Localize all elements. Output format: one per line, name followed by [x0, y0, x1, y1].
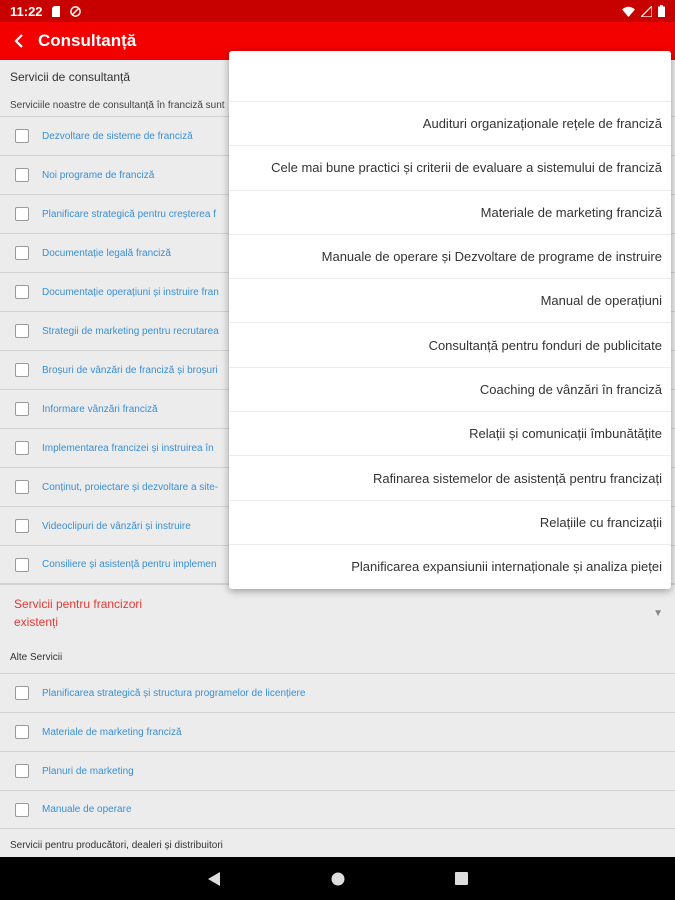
checkbox[interactable]: [15, 324, 29, 338]
checkbox[interactable]: [15, 363, 29, 377]
manufacturers-title: Servicii pentru producători, dealeri și distribuitori: [10, 839, 223, 851]
checkbox[interactable]: [15, 246, 29, 260]
dropdown-label: Servicii pentru francizori existenți: [14, 597, 143, 629]
nav-back-button[interactable]: [202, 867, 226, 891]
other-services-list: [0, 673, 675, 829]
checkbox[interactable]: [15, 441, 29, 455]
list-item-label: Implementarea francizei și instruirea în: [42, 442, 214, 454]
menu-item[interactable]: Cele mai bune practici și criterii de evaluare a sistemului de franciză: [229, 145, 671, 189]
nav-recents-button[interactable]: [450, 867, 474, 891]
list-item-label: Informare vânzări franciză: [42, 403, 158, 415]
checkbox[interactable]: [15, 519, 29, 533]
page-title: Consultanță: [38, 31, 137, 50]
checkbox[interactable]: [15, 168, 29, 182]
back-button[interactable]: [0, 22, 38, 60]
list-item-label: Planificare strategică pentru creșterea f: [42, 208, 216, 220]
back-arrow-icon: [13, 34, 25, 48]
list-item-label: Strategii de marketing pentru recrutarea: [42, 325, 219, 337]
other-services-title: Alte Servicii: [10, 651, 63, 663]
list-item-label: Dezvoltare de sisteme de franciză: [42, 130, 193, 142]
checkbox[interactable]: [15, 285, 29, 299]
circle-home-icon: [331, 872, 345, 886]
menu-item[interactable]: Rafinarea sistemelor de asistență pentru francizați: [229, 455, 671, 499]
nav-home-button[interactable]: [326, 867, 350, 891]
menu-item[interactable]: Coaching de vânzări în franciză: [229, 367, 671, 411]
list-item[interactable]: [0, 751, 675, 790]
blocked-icon: [70, 6, 81, 17]
dropdown-menu: [229, 51, 671, 589]
menu-item[interactable]: Relații și comunicații îmbunătățite: [229, 411, 671, 455]
list-item-label: Manuale de operare: [42, 804, 132, 815]
list-item[interactable]: [0, 712, 675, 751]
triangle-back-icon: [207, 871, 221, 887]
checkbox[interactable]: [15, 764, 29, 778]
checkbox[interactable]: [15, 480, 29, 494]
list-item[interactable]: [0, 790, 675, 829]
list-item[interactable]: [0, 673, 675, 712]
menu-item[interactable]: Materiale de marketing franciză: [229, 190, 671, 234]
list-item-label: Planificarea strategică și structura programelor de licențiere: [42, 687, 306, 699]
list-item-label: Documentație operațiuni și instruire fran: [42, 286, 219, 298]
checkbox[interactable]: [15, 402, 29, 416]
system-nav-bar: [0, 857, 675, 900]
list-item-label: Materiale de marketing franciză: [42, 726, 182, 738]
wifi-icon: [622, 6, 635, 17]
list-item-label: Consiliere și asistență pentru implemen: [42, 559, 217, 570]
checkbox[interactable]: [15, 558, 29, 572]
checkbox[interactable]: [15, 129, 29, 143]
signal-icon: [641, 6, 652, 17]
list-item-label: Videoclipuri de vânzări și instruire: [42, 520, 191, 532]
menu-blank-item[interactable]: [229, 51, 671, 101]
battery-icon: [658, 5, 665, 17]
list-item-label: Documentație legală franciză: [42, 247, 171, 259]
existing-franchisors-dropdown[interactable]: [0, 584, 675, 641]
list-item-label: Noi programe de franciză: [42, 169, 155, 181]
menu-item[interactable]: Audituri organizaționale rețele de franciză: [229, 101, 671, 145]
menu-item[interactable]: Manual de operațiuni: [229, 278, 671, 322]
status-bar: [0, 0, 675, 22]
menu-item[interactable]: Consultanță pentru fonduri de publicitate: [229, 322, 671, 366]
chevron-down-icon: ▼: [653, 607, 663, 619]
checkbox[interactable]: [15, 686, 29, 700]
menu-item[interactable]: Planificarea expansiunii internaționale și analiza pieței: [229, 544, 671, 588]
section-subtitle: Serviciile noastre de consultanță în franciză sunt: [10, 99, 225, 111]
checkbox[interactable]: [15, 725, 29, 739]
checkbox[interactable]: [15, 803, 29, 817]
square-recents-icon: [455, 872, 468, 885]
list-item-label: Broșuri de vânzări de franciză și broșuri: [42, 364, 218, 376]
sd-card-icon: [51, 6, 62, 17]
menu-item[interactable]: Relațiile cu francizații: [229, 500, 671, 544]
list-item-label: Planuri de marketing: [42, 765, 134, 777]
status-time: 11:22: [10, 3, 43, 19]
checkbox[interactable]: [15, 207, 29, 221]
list-item-label: Conținut, proiectare și dezvoltare a site-: [42, 481, 219, 493]
menu-item[interactable]: Manuale de operare și Dezvoltare de programe de instruire: [229, 234, 671, 278]
section-title: Servicii de consultanță: [10, 70, 131, 84]
